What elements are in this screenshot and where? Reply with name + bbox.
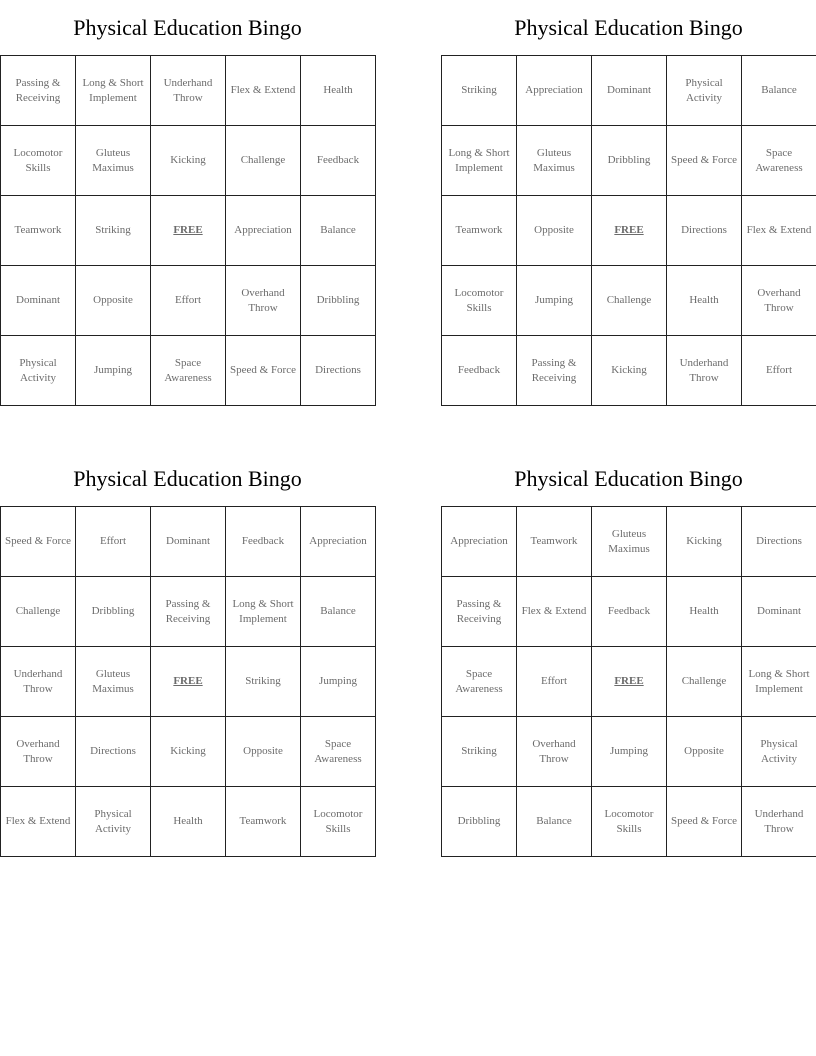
- bingo-cell: Jumping: [301, 647, 376, 717]
- bingo-cell: Passing & Receiving: [517, 336, 592, 406]
- bingo-free-cell: FREE: [592, 196, 667, 266]
- bingo-cell: Striking: [226, 647, 301, 717]
- bingo-cell: Physical Activity: [1, 336, 76, 406]
- bingo-grid: [0, 55, 376, 406]
- bingo-cell: Teamwork: [226, 787, 301, 857]
- bingo-card: [441, 0, 816, 406]
- bingo-cell: Physical Activity: [76, 787, 151, 857]
- bingo-row: [442, 507, 816, 577]
- bingo-cell: Balance: [742, 56, 816, 126]
- bingo-cell: Passing & Receiving: [442, 577, 517, 647]
- bingo-cell: Feedback: [226, 507, 301, 577]
- bingo-cell: Flex & Extend: [226, 56, 301, 126]
- bingo-cell: Challenge: [667, 647, 742, 717]
- bingo-row: [442, 266, 816, 336]
- bingo-cell: Appreciation: [226, 196, 301, 266]
- bingo-row: [442, 196, 816, 266]
- bingo-cell: Overhand Throw: [742, 266, 816, 336]
- bingo-cell: Balance: [517, 787, 592, 857]
- card-title: Physical Education Bingo: [514, 15, 743, 40]
- bingo-cell: Opposite: [226, 717, 301, 787]
- bingo-cell: Striking: [76, 196, 151, 266]
- bingo-cell: Speed & Force: [226, 336, 301, 406]
- bingo-cell: Underhand Throw: [151, 56, 226, 126]
- bingo-cell: Gluteus Maximus: [592, 507, 667, 577]
- bingo-cell: Directions: [301, 336, 376, 406]
- bingo-cell: Speed & Force: [667, 787, 742, 857]
- bingo-row: [1, 336, 376, 406]
- bingo-cell: Appreciation: [442, 507, 517, 577]
- bingo-cell: Teamwork: [517, 507, 592, 577]
- bingo-row: [1, 507, 376, 577]
- bingo-cell: Feedback: [592, 577, 667, 647]
- bingo-row: [442, 647, 816, 717]
- bingo-cell: Locomotor Skills: [592, 787, 667, 857]
- bingo-cell: Challenge: [226, 126, 301, 196]
- bingo-cell: Gluteus Maximus: [76, 647, 151, 717]
- bingo-cell: Directions: [667, 196, 742, 266]
- bingo-cell: Underhand Throw: [667, 336, 742, 406]
- bingo-cell: Appreciation: [517, 56, 592, 126]
- bingo-cell: Kicking: [667, 507, 742, 577]
- bingo-cell: Opposite: [667, 717, 742, 787]
- bingo-cell: Health: [667, 577, 742, 647]
- bingo-row: [1, 717, 376, 787]
- bingo-cell: Passing & Receiving: [151, 577, 226, 647]
- bingo-row: [1, 647, 376, 717]
- bingo-cell: Speed & Force: [667, 126, 742, 196]
- bingo-cell: Space Awareness: [742, 126, 816, 196]
- bingo-grid: [441, 55, 816, 406]
- bingo-row: [442, 56, 816, 126]
- bingo-cell: Health: [301, 56, 376, 126]
- bingo-cell: Gluteus Maximus: [517, 126, 592, 196]
- bingo-cell: Long & Short Implement: [76, 56, 151, 126]
- bingo-cell: Appreciation: [301, 507, 376, 577]
- bingo-cell: Dribbling: [442, 787, 517, 857]
- bingo-cell: Jumping: [76, 336, 151, 406]
- bingo-cell: Directions: [742, 507, 816, 577]
- bingo-cell: Long & Short Implement: [742, 647, 816, 717]
- bingo-cell: Overhand Throw: [1, 717, 76, 787]
- bingo-row: [1, 56, 376, 126]
- bingo-cell: Striking: [442, 56, 517, 126]
- bingo-row: [442, 126, 816, 196]
- bingo-cell: Flex & Extend: [742, 196, 816, 266]
- bingo-cell: Kicking: [151, 126, 226, 196]
- bingo-cell: Overhand Throw: [226, 266, 301, 336]
- bingo-row: [442, 577, 816, 647]
- bingo-cell: Kicking: [592, 336, 667, 406]
- bingo-cell: Feedback: [301, 126, 376, 196]
- bingo-row: [1, 126, 376, 196]
- bingo-cell: Kicking: [151, 717, 226, 787]
- bingo-card: [0, 451, 375, 857]
- bingo-cell: Teamwork: [442, 196, 517, 266]
- bingo-cell: Long & Short Implement: [226, 577, 301, 647]
- bingo-free-cell: FREE: [151, 647, 226, 717]
- bingo-cell: Directions: [76, 717, 151, 787]
- bingo-row: [1, 787, 376, 857]
- bingo-row: [1, 196, 376, 266]
- bingo-cell: Opposite: [517, 196, 592, 266]
- bingo-row: [442, 787, 816, 857]
- bingo-cell: Speed & Force: [1, 507, 76, 577]
- bingo-cell: Physical Activity: [742, 717, 816, 787]
- bingo-grid: [0, 506, 376, 857]
- bingo-card: [441, 451, 816, 857]
- bingo-cell: Long & Short Implement: [442, 126, 517, 196]
- bingo-cell: Opposite: [76, 266, 151, 336]
- card-title: Physical Education Bingo: [73, 466, 302, 491]
- bingo-cell: Health: [667, 266, 742, 336]
- bingo-cell: Locomotor Skills: [442, 266, 517, 336]
- bingo-row: [442, 336, 816, 406]
- card-title: Physical Education Bingo: [73, 15, 302, 40]
- bingo-grid: [441, 506, 816, 857]
- bingo-cell: Dominant: [1, 266, 76, 336]
- bingo-cell: Balance: [301, 196, 376, 266]
- bingo-cell: Dribbling: [301, 266, 376, 336]
- bingo-cell: Flex & Extend: [517, 577, 592, 647]
- bingo-cell: Health: [151, 787, 226, 857]
- bingo-cell: Underhand Throw: [1, 647, 76, 717]
- bingo-cell: Effort: [742, 336, 816, 406]
- bingo-card: [0, 0, 375, 406]
- bingo-row: [442, 717, 816, 787]
- bingo-cell: Dominant: [742, 577, 816, 647]
- bingo-cell: Dominant: [592, 56, 667, 126]
- bingo-cell: Feedback: [442, 336, 517, 406]
- bingo-cell: Jumping: [517, 266, 592, 336]
- bingo-cell: Passing & Receiving: [1, 56, 76, 126]
- bingo-cell: Balance: [301, 577, 376, 647]
- bingo-cell: Underhand Throw: [742, 787, 816, 857]
- bingo-free-cell: FREE: [151, 196, 226, 266]
- bingo-cell: Overhand Throw: [517, 717, 592, 787]
- bingo-cell: Effort: [517, 647, 592, 717]
- bingo-cell: Locomotor Skills: [301, 787, 376, 857]
- bingo-cell: Dominant: [151, 507, 226, 577]
- bingo-cell: Teamwork: [1, 196, 76, 266]
- bingo-cell: Jumping: [592, 717, 667, 787]
- bingo-cell: Space Awareness: [151, 336, 226, 406]
- bingo-cell: Effort: [151, 266, 226, 336]
- bingo-cell: Flex & Extend: [1, 787, 76, 857]
- bingo-cell: Gluteus Maximus: [76, 126, 151, 196]
- bingo-cell: Space Awareness: [442, 647, 517, 717]
- bingo-row: [1, 266, 376, 336]
- bingo-cell: Challenge: [1, 577, 76, 647]
- card-title: Physical Education Bingo: [514, 466, 743, 491]
- bingo-free-cell: FREE: [592, 647, 667, 717]
- bingo-cell: Physical Activity: [667, 56, 742, 126]
- bingo-cell: Effort: [76, 507, 151, 577]
- bingo-cell: Locomotor Skills: [1, 126, 76, 196]
- bingo-cell: Dribbling: [592, 126, 667, 196]
- bingo-cell: Striking: [442, 717, 517, 787]
- bingo-cell: Dribbling: [76, 577, 151, 647]
- bingo-cell: Challenge: [592, 266, 667, 336]
- bingo-cell: Space Awareness: [301, 717, 376, 787]
- bingo-row: [1, 577, 376, 647]
